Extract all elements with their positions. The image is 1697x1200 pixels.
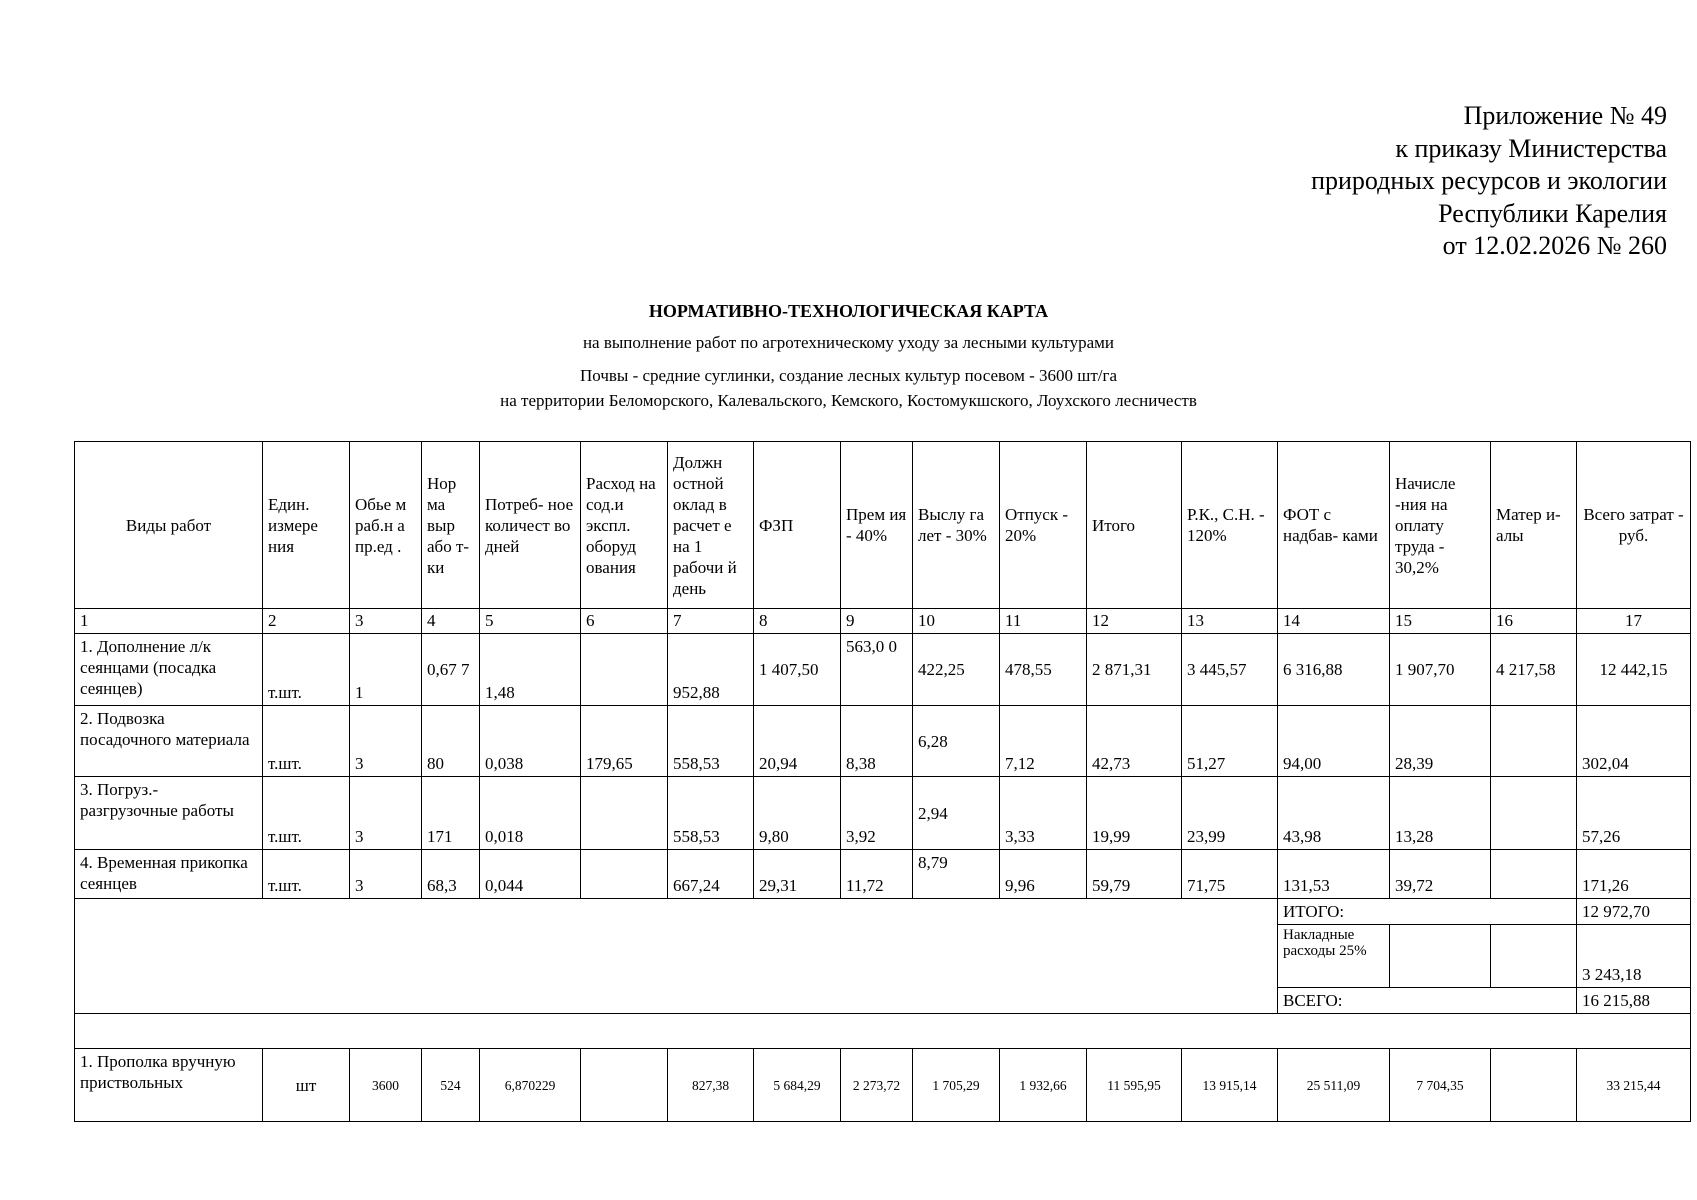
- appendix-line-1: Приложение № 49: [1463, 101, 1667, 130]
- data-cell: 171,26: [1577, 850, 1691, 899]
- data-cell: 2,94: [913, 777, 1000, 850]
- data-cell: 1 907,70: [1390, 634, 1491, 706]
- data-cell: 8,38: [841, 706, 913, 777]
- data-cell: 13,28: [1390, 777, 1491, 850]
- data-cell: 558,53: [668, 777, 754, 850]
- header-cell: Отпуск - 20%: [1000, 442, 1087, 609]
- header-cell: ФОТ с надбав- ками: [1278, 442, 1390, 609]
- data-cell: 524: [422, 1049, 480, 1122]
- column-number: 6: [581, 609, 668, 634]
- column-number: 1: [75, 609, 263, 634]
- document-subtitle-3: на территории Беломорского, Калевальского, Кемского, Костомукшского, Лоухского лесничеств: [500, 391, 1197, 410]
- column-number: 13: [1182, 609, 1278, 634]
- appendix-line-4: Республики Карелия: [1438, 198, 1667, 228]
- header-cell: Должн остной оклад в расчет е на 1 рабочи й день: [668, 442, 754, 609]
- document-subtitle-2: Почвы - средние суглинки, создание лесных культур посевом - 3600 шт/га: [579, 366, 1118, 385]
- data-cell: 25 511,09: [1278, 1049, 1390, 1122]
- data-cell: 558,53: [668, 706, 754, 777]
- data-cell: 42,73: [1087, 706, 1182, 777]
- appendix-block: [1311, 100, 1667, 263]
- data-cell: 68,3: [422, 850, 480, 899]
- data-cell: 478,55: [1000, 634, 1087, 706]
- data-cell: 4 217,58: [1491, 634, 1577, 706]
- header-cell: ФЗП: [754, 442, 841, 609]
- data-cell: 51,27: [1182, 706, 1278, 777]
- data-cell: 7 704,35: [1390, 1049, 1491, 1122]
- grand-total-label: ВСЕГО:: [1278, 988, 1577, 1014]
- data-cell: 6 316,88: [1278, 634, 1390, 706]
- column-number: 17: [1577, 609, 1691, 634]
- table-row: [75, 634, 1691, 706]
- data-cell: 12 442,15: [1577, 634, 1691, 706]
- header-cell: Расход на сод.и экспл. оборуд ования: [581, 442, 668, 609]
- data-cell: 3600: [350, 1049, 422, 1122]
- data-cell: 3: [350, 777, 422, 850]
- data-cell: 1 932,66: [1000, 1049, 1087, 1122]
- column-number: 9: [841, 609, 913, 634]
- overhead-label: Накладные расходы 25%: [1278, 925, 1390, 988]
- header-cell: Нор ма выр або т- ки: [422, 442, 480, 609]
- column-number: 15: [1390, 609, 1491, 634]
- data-cell: т.шт.: [263, 777, 350, 850]
- header-cell: Начисле -ния на оплату труда - 30,2%: [1390, 442, 1491, 609]
- data-cell: 422,25: [913, 634, 1000, 706]
- data-cell: 6,870229: [480, 1049, 581, 1122]
- data-cell: 563,0 0: [841, 634, 913, 706]
- data-cell: 80: [422, 706, 480, 777]
- data-cell: т.шт.: [263, 634, 350, 706]
- data-cell: 171: [422, 777, 480, 850]
- data-cell: 0,044: [480, 850, 581, 899]
- header-cell: Всего затрат - руб.: [1577, 442, 1691, 609]
- table-row: [75, 706, 1691, 777]
- cost-table: [74, 441, 1691, 1122]
- data-cell: [1491, 850, 1577, 899]
- data-cell: [1491, 706, 1577, 777]
- column-number: 8: [754, 609, 841, 634]
- data-cell: 8,79: [913, 850, 1000, 899]
- document-title: НОРМАТИВНО-ТЕХНОЛОГИЧЕСКАЯ КАРТА: [648, 301, 1049, 321]
- work-type-cell: 1. Прополка вручную приствольных: [75, 1049, 263, 1122]
- header-cell: Итого: [1087, 442, 1182, 609]
- header-cell: Прем ия - 40%: [841, 442, 913, 609]
- data-cell: 59,79: [1087, 850, 1182, 899]
- data-cell: 6,28: [913, 706, 1000, 777]
- data-cell: 29,31: [754, 850, 841, 899]
- data-cell: 827,38: [668, 1049, 754, 1122]
- grand-total-value: 16 215,88: [1577, 988, 1691, 1014]
- overhead-blank-2: [1491, 925, 1577, 988]
- data-cell: шт: [263, 1049, 350, 1122]
- column-number: 3: [350, 609, 422, 634]
- data-cell: 3,92: [841, 777, 913, 850]
- data-cell: 1: [350, 634, 422, 706]
- header-cell: Потреб- ное количест во дней: [480, 442, 581, 609]
- column-number: 7: [668, 609, 754, 634]
- table-row: [75, 1049, 1691, 1122]
- data-cell: 57,26: [1577, 777, 1691, 850]
- header-cell: Матер и-алы: [1491, 442, 1577, 609]
- data-cell: 0,67 7: [422, 634, 480, 706]
- work-type-cell: 2. Подвозка посадочного материала: [75, 706, 263, 777]
- data-cell: 5 684,29: [754, 1049, 841, 1122]
- overhead-value: 3 243,18: [1577, 925, 1691, 988]
- data-cell: [581, 850, 668, 899]
- data-cell: 33 215,44: [1577, 1049, 1691, 1122]
- spacer-row: [75, 1014, 1691, 1049]
- column-number: 12: [1087, 609, 1182, 634]
- data-cell: 302,04: [1577, 706, 1691, 777]
- data-cell: 13 915,14: [1182, 1049, 1278, 1122]
- data-cell: 131,53: [1278, 850, 1390, 899]
- data-cell: [1491, 777, 1577, 850]
- column-number: 11: [1000, 609, 1087, 634]
- summary-blank: [75, 899, 1278, 1014]
- data-cell: 7,12: [1000, 706, 1087, 777]
- data-cell: 952,88: [668, 634, 754, 706]
- header-row: [75, 442, 1691, 609]
- data-cell: 3: [350, 706, 422, 777]
- data-cell: 3 445,57: [1182, 634, 1278, 706]
- header-cell: Обье м раб.н а пр.ед .: [350, 442, 422, 609]
- appendix-line-2: к приказу Министерства: [1395, 133, 1667, 163]
- column-number: 2: [263, 609, 350, 634]
- column-number: 10: [913, 609, 1000, 634]
- work-type-cell: 1. Дополнение л/к сеянцами (посадка сеянцев): [75, 634, 263, 706]
- table-row: [75, 777, 1691, 850]
- header-cell: Выслу га лет - 30%: [913, 442, 1000, 609]
- data-cell: 11,72: [841, 850, 913, 899]
- data-cell: 39,72: [1390, 850, 1491, 899]
- column-number: 14: [1278, 609, 1390, 634]
- data-cell: 28,39: [1390, 706, 1491, 777]
- total-value: 12 972,70: [1577, 899, 1691, 925]
- data-cell: 9,80: [754, 777, 841, 850]
- column-number: 4: [422, 609, 480, 634]
- column-number-row: [75, 609, 1691, 634]
- data-cell: 3,33: [1000, 777, 1087, 850]
- data-cell: 71,75: [1182, 850, 1278, 899]
- spacer-cell: [75, 1014, 1691, 1049]
- data-cell: [581, 777, 668, 850]
- overhead-blank-1: [1390, 925, 1491, 988]
- document-subtitle-1: на выполнение работ по агротехническому уходу за лесными культурами: [582, 333, 1115, 352]
- work-type-cell: 3. Погруз.- разгрузочные работы: [75, 777, 263, 850]
- appendix-line-3: природных ресурсов и экологии: [1311, 166, 1667, 195]
- data-cell: 0,038: [480, 706, 581, 777]
- data-cell: 1 407,50: [754, 634, 841, 706]
- data-cell: 1,48: [480, 634, 581, 706]
- appendix-line-5: от 12.02.2026 № 260: [1442, 231, 1667, 260]
- column-number: 5: [480, 609, 581, 634]
- data-cell: [581, 1049, 668, 1122]
- data-cell: 2 273,72: [841, 1049, 913, 1122]
- data-cell: [581, 634, 668, 706]
- header-cell: Р.К., С.Н. - 120%: [1182, 442, 1278, 609]
- data-cell: 11 595,95: [1087, 1049, 1182, 1122]
- data-cell: 1 705,29: [913, 1049, 1000, 1122]
- data-cell: 3: [350, 850, 422, 899]
- data-cell: 0,018: [480, 777, 581, 850]
- data-cell: 667,24: [668, 850, 754, 899]
- total-row: [75, 899, 1691, 925]
- data-cell: 43,98: [1278, 777, 1390, 850]
- work-type-cell: 4. Временная прикопка сеянцев: [75, 850, 263, 899]
- data-cell: 19,99: [1087, 777, 1182, 850]
- data-cell: 94,00: [1278, 706, 1390, 777]
- data-cell: 20,94: [754, 706, 841, 777]
- data-cell: 23,99: [1182, 777, 1278, 850]
- data-cell: т.шт.: [263, 706, 350, 777]
- header-cell: Виды работ: [75, 442, 263, 609]
- data-cell: т.шт.: [263, 850, 350, 899]
- data-cell: 2 871,31: [1087, 634, 1182, 706]
- data-cell: 179,65: [581, 706, 668, 777]
- data-cell: 9,96: [1000, 850, 1087, 899]
- header-cell: Един. измере ния: [263, 442, 350, 609]
- table-row: [75, 850, 1691, 899]
- total-label: ИТОГО:: [1278, 899, 1577, 925]
- column-number: 16: [1491, 609, 1577, 634]
- data-cell: [1491, 1049, 1577, 1122]
